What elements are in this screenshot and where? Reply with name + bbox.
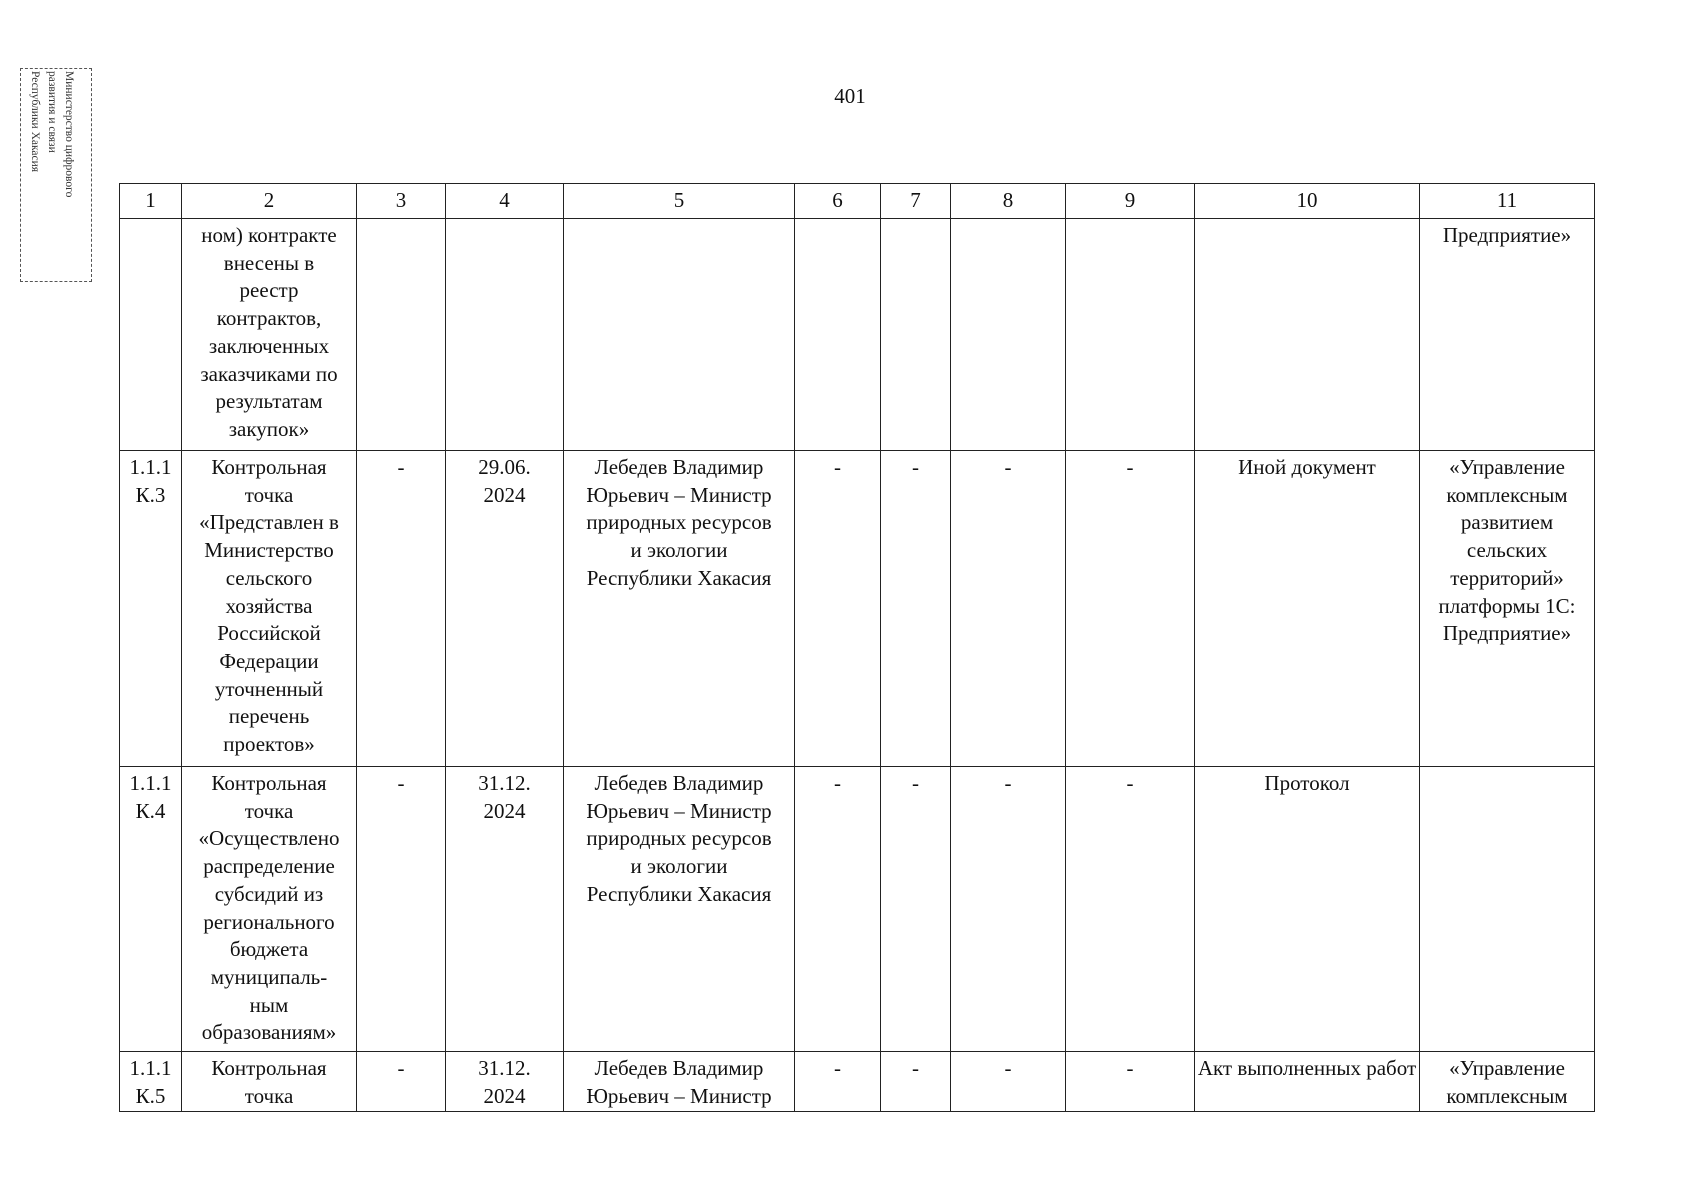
cell-line: проектов» <box>223 732 315 757</box>
cell-line: бюджета <box>229 937 309 962</box>
cell-line: платформы 1С: <box>1438 593 1576 618</box>
cell-responsible <box>564 1052 795 1112</box>
cell-line: субсидий из <box>214 881 324 906</box>
column-header: 1 <box>120 184 182 219</box>
cell-col8: - <box>951 451 1066 767</box>
cell-line: образованиям» <box>201 1020 337 1045</box>
column-header: 5 <box>564 184 795 219</box>
stamp-text <box>26 71 77 281</box>
cell-line: ным <box>249 992 289 1017</box>
cell-col9: - <box>1066 451 1195 767</box>
cell-line: 2024 <box>483 1083 526 1108</box>
cell-line: реестр <box>239 278 299 303</box>
cell-document-type <box>1195 219 1420 451</box>
cell-line: Республики Хакасия <box>586 565 772 590</box>
cell-line: К.4 <box>135 798 166 823</box>
cell-line: «Управление <box>1449 455 1565 479</box>
cell-end-date <box>446 767 564 1052</box>
cell-line: внесены в <box>223 250 315 275</box>
table-row <box>120 767 1595 1052</box>
cell-line: 31.12. <box>478 1056 531 1080</box>
cell-document-type: Акт выполненных работ <box>1195 1052 1420 1112</box>
cell-line: К.5 <box>135 1083 166 1108</box>
stamp-line: Министерство цифрового <box>63 71 75 198</box>
cell-line: К.3 <box>135 482 166 507</box>
cell-line: 31.12. <box>478 771 531 795</box>
table-row <box>120 219 1595 451</box>
cell-line: Контрольная <box>211 455 327 479</box>
column-header: 9 <box>1066 184 1195 219</box>
cell-line: 1.1.1 <box>129 1056 172 1080</box>
cell-line: Юрьевич – Министр <box>586 1083 772 1108</box>
column-header: 7 <box>881 184 951 219</box>
table-row <box>120 451 1595 767</box>
header-row <box>120 184 1595 219</box>
cell-number <box>120 767 182 1052</box>
cell-line: заключенных <box>208 333 330 358</box>
cell-line: Предприятие» <box>1442 223 1572 247</box>
table-row <box>120 1052 1595 1112</box>
column-header: 6 <box>795 184 881 219</box>
cell-line: Республики Хакасия <box>586 881 772 906</box>
control-points-table <box>119 183 1595 1112</box>
cell-line: комплексным <box>1446 1083 1568 1108</box>
cell-information-system <box>1420 451 1595 767</box>
cell-line: и экологии <box>630 538 728 563</box>
column-header: 8 <box>951 184 1066 219</box>
cell-name <box>182 219 357 451</box>
cell-document-type: Иной документ <box>1195 451 1420 767</box>
cell-col7: - <box>881 451 951 767</box>
cell-line: природных ресурсов <box>586 826 772 851</box>
cell-responsible <box>564 767 795 1052</box>
cell-name <box>182 1052 357 1112</box>
cell-line: точка <box>244 798 294 823</box>
cell-line: распределение <box>203 854 335 879</box>
cell-col7: - <box>881 767 951 1052</box>
cell-line: уточненный <box>214 676 324 701</box>
cell-line: перечень <box>228 704 310 729</box>
column-header: 3 <box>357 184 446 219</box>
cell-start-date: - <box>357 451 446 767</box>
cell-line: природных ресурсов <box>586 510 772 535</box>
cell-line: 1.1.1 <box>129 455 172 479</box>
cell-col6: - <box>795 1052 881 1112</box>
cell-line: Лебедев Владимир <box>594 771 764 795</box>
cell-end-date <box>446 219 564 451</box>
cell-name <box>182 451 357 767</box>
cell-line: 2024 <box>483 482 526 507</box>
cell-line: Лебедев Владимир <box>594 455 764 479</box>
cell-line: Юрьевич – Министр <box>586 798 772 823</box>
cell-col8: - <box>951 767 1066 1052</box>
cell-information-system <box>1420 219 1595 451</box>
cell-line: точка <box>244 482 294 507</box>
cell-line: 1.1.1 <box>129 771 172 795</box>
cell-col9: - <box>1066 1052 1195 1112</box>
cell-information-system <box>1420 767 1595 1052</box>
cell-col9: - <box>1066 767 1195 1052</box>
cell-line: результатам <box>215 389 323 414</box>
cell-line: регионального <box>203 909 335 934</box>
cell-line: сельского <box>225 565 313 590</box>
cell-line: «Представлен в <box>199 510 339 535</box>
cell-col6: - <box>795 451 881 767</box>
cell-line: Юрьевич – Министр <box>586 482 772 507</box>
cell-line: «Осуществлено <box>198 826 340 851</box>
cell-line: заказчиками по <box>200 361 338 386</box>
cell-line: Контрольная <box>211 771 327 795</box>
cell-line: Контрольная <box>211 1056 327 1080</box>
cell-line: Предприятие» <box>1442 621 1572 646</box>
cell-start-date: - <box>357 1052 446 1112</box>
cell-name <box>182 767 357 1052</box>
cell-line: 2024 <box>483 798 526 823</box>
cell-line: хозяйства <box>225 593 313 618</box>
cell-col8: - <box>951 1052 1066 1112</box>
cell-responsible <box>564 451 795 767</box>
cell-line: Российской <box>217 621 321 646</box>
cell-line: точка <box>244 1083 294 1108</box>
cell-start-date <box>357 219 446 451</box>
cell-line: ном) контракте <box>201 223 337 247</box>
page-number: 401 <box>834 84 866 108</box>
cell-col8 <box>951 219 1066 451</box>
registration-stamp <box>20 68 92 282</box>
cell-line: 29.06. <box>478 455 531 479</box>
cell-col6 <box>795 219 881 451</box>
cell-col6: - <box>795 767 881 1052</box>
cell-col7 <box>881 219 951 451</box>
cell-end-date <box>446 451 564 767</box>
column-header: 10 <box>1195 184 1420 219</box>
cell-end-date <box>446 1052 564 1112</box>
cell-col9 <box>1066 219 1195 451</box>
column-header: 4 <box>446 184 564 219</box>
cell-line: Лебедев Владимир <box>594 1056 764 1080</box>
cell-line: и экологии <box>630 854 728 879</box>
cell-line: Министерство <box>204 538 334 563</box>
cell-col7: - <box>881 1052 951 1112</box>
cell-line: Федерации <box>219 648 319 673</box>
stamp-line: развития и связи <box>46 71 58 153</box>
cell-line: комплексным <box>1446 482 1568 507</box>
cell-line: территорий» <box>1450 565 1564 590</box>
cell-number <box>120 451 182 767</box>
cell-line: контрактов, <box>216 306 322 331</box>
cell-document-type: Протокол <box>1195 767 1420 1052</box>
cell-line: «Управление <box>1449 1056 1565 1080</box>
cell-responsible <box>564 219 795 451</box>
cell-number <box>120 1052 182 1112</box>
cell-information-system <box>1420 1052 1595 1112</box>
cell-line: муниципаль- <box>210 964 328 989</box>
cell-start-date: - <box>357 767 446 1052</box>
column-header: 2 <box>182 184 357 219</box>
column-header: 11 <box>1420 184 1595 219</box>
stamp-line: Республики Хакасия <box>29 71 41 173</box>
cell-line: закупок» <box>228 416 310 441</box>
cell-line: развитием <box>1460 510 1554 535</box>
cell-number <box>120 219 182 451</box>
cell-line: сельских <box>1466 538 1548 563</box>
